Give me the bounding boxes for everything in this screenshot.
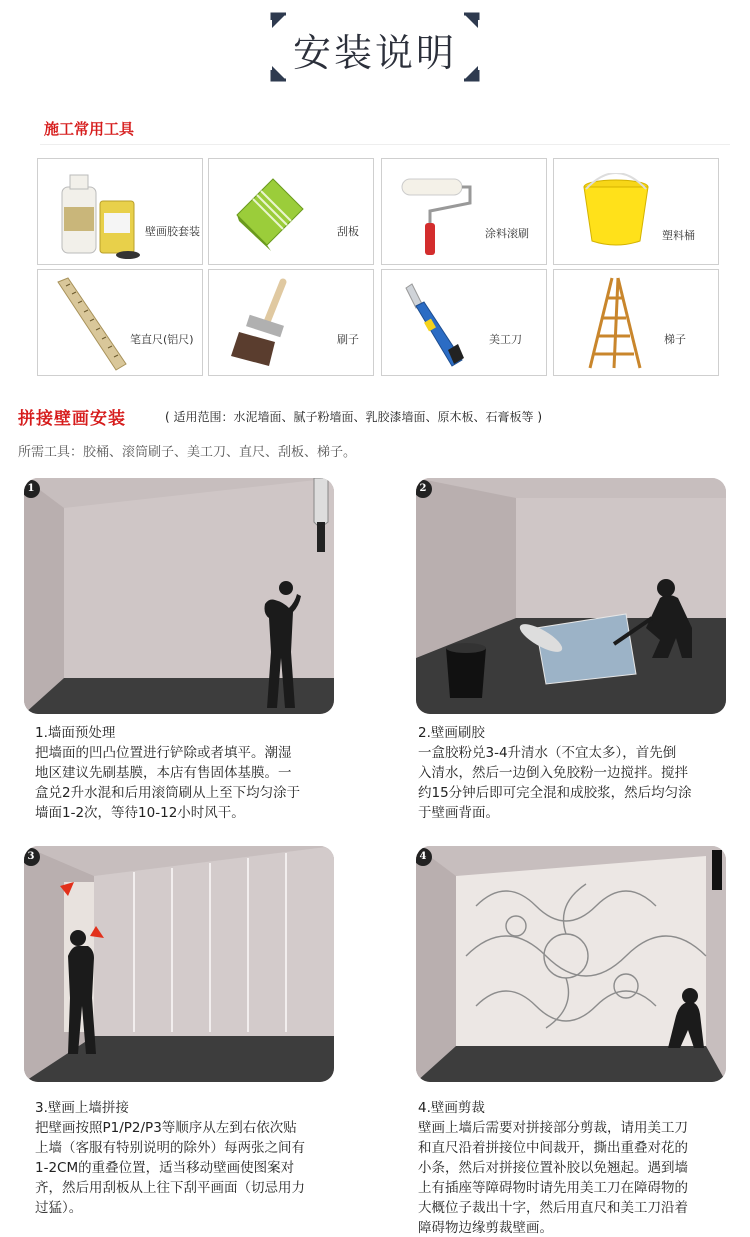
step-title: 2.壁画刷胶 (418, 725, 485, 741)
step-1-illustration (24, 478, 334, 714)
tool-label: 壁画胶套装 (145, 225, 200, 238)
plastic-bucket-icon (580, 173, 660, 253)
hang-panels-scene-icon (24, 846, 334, 1082)
ladder-icon (582, 274, 652, 374)
step-title: 4.壁画剪裁 (418, 1100, 485, 1116)
step-text-line: 把壁画按照P1/P2/P3等顺序从左到右依次贴 (35, 1120, 297, 1136)
step-2-description (418, 723, 728, 823)
step-text-line: 过猛）。 (35, 1200, 83, 1216)
step-number-badge: 2 (416, 480, 432, 498)
page-title: 安装说明 (292, 31, 457, 75)
tool-label: 美工刀 (489, 333, 522, 346)
step-number-badge: 4 (416, 848, 432, 866)
step-2-illustration (416, 478, 726, 714)
install-heading: 拼接壁画安装 (18, 409, 126, 429)
brush-glue-scene-icon (416, 478, 726, 714)
tool-glue-kit (37, 158, 203, 265)
step-number-badge: 1 (24, 480, 40, 498)
title-area (0, 0, 750, 95)
tool-roller (381, 158, 547, 265)
step-4-description (418, 1098, 728, 1237)
step-1-description (35, 723, 345, 823)
glue-kit-icon (52, 165, 142, 265)
brush-icon (225, 276, 315, 371)
scraper-icon (227, 169, 307, 259)
step-text-line: 壁画上墙后需要对拼接部分剪裁，请用美工刀 (418, 1120, 688, 1136)
step-text-line: 约15分钟后即可完全混和成胶浆，然后均匀涂 (418, 785, 692, 801)
step-title: 3.壁画上墙拼接 (35, 1100, 129, 1116)
tool-label: 梯子 (664, 333, 686, 346)
step-text-line: 齐，然后用刮板从上往下刮平画面（切忌用力 (35, 1180, 305, 1196)
tool-label: 刮板 (337, 225, 359, 238)
tool-bucket (553, 158, 719, 265)
step-text-line: 障碍物边缘剪裁壁画。 (418, 1220, 553, 1236)
step-text-line: 和直尺沿着拼接位中间裁开，撕出重叠对花的 (418, 1140, 688, 1156)
tool-scraper (208, 158, 374, 265)
paint-roller-icon (394, 167, 484, 262)
tools-needed: 所需工具：胶桶、滚筒刷子、美工刀、直尺、刮板、梯子。 (18, 445, 357, 460)
step-text-line: 上有插座等障碍物时请先用美工刀在障碍物的 (418, 1180, 688, 1196)
step-text-line: 入清水，然后一边倒入免胶粉一边搅拌。搅拌 (418, 765, 688, 781)
step-3-description (35, 1098, 345, 1218)
step-text-line: 盒兑2升水混和后用滚筒刷从上至下均匀涂于 (35, 785, 301, 801)
step-text-line: 于壁画背面。 (418, 805, 499, 821)
step-text-line: 1-2CM的重叠位置，适当移动壁画使图案对 (35, 1160, 295, 1176)
trim-mural-scene-icon (416, 846, 726, 1082)
tool-ruler (37, 269, 203, 376)
divider (40, 144, 730, 145)
wall-prep-scene-icon (24, 478, 334, 714)
step-3-illustration (24, 846, 334, 1082)
tool-label: 塑料桶 (662, 229, 695, 242)
utility-knife-icon (400, 278, 480, 373)
step-text-line: 墙面1-2次，等待10-12小时风干。 (35, 805, 245, 821)
step-text-line: 把墙面的凹凸位置进行铲除或者填平。潮湿 (35, 745, 292, 761)
tool-ladder (553, 269, 719, 376)
step-number-badge: 3 (24, 848, 40, 866)
step-text-line: 小条，然后对拼接位置补胶以免翘起。遇到墙 (418, 1160, 688, 1176)
install-scope: ( 适用范围：水泥墙面、腻子粉墙面、乳胶漆墙面、原木板、石膏板等 ) (165, 410, 542, 424)
step-text-line: 大概位子裁出十字，然后用直尺和美工刀沿着 (418, 1200, 688, 1216)
step-4-illustration (416, 846, 726, 1082)
tool-label: 涂料滚刷 (485, 227, 529, 240)
tool-label: 笔直尺(铝尺) (130, 333, 194, 346)
step-text-line: 一盒胶粉兑3-4升清水（不宜太多），首先倒 (418, 745, 677, 761)
step-text-line: 地区建议先刷基膜，本店有售固体基膜。一 (35, 765, 292, 781)
ruler-icon (52, 274, 132, 374)
step-text-line: 上墙（客服有特别说明的除外）每两张之间有 (35, 1140, 305, 1156)
tool-brush (208, 269, 374, 376)
step-title: 1.墙面预处理 (35, 725, 116, 741)
tool-knife (381, 269, 547, 376)
tools-heading: 施工常用工具 (44, 120, 135, 138)
tool-label: 刷子 (337, 333, 359, 346)
